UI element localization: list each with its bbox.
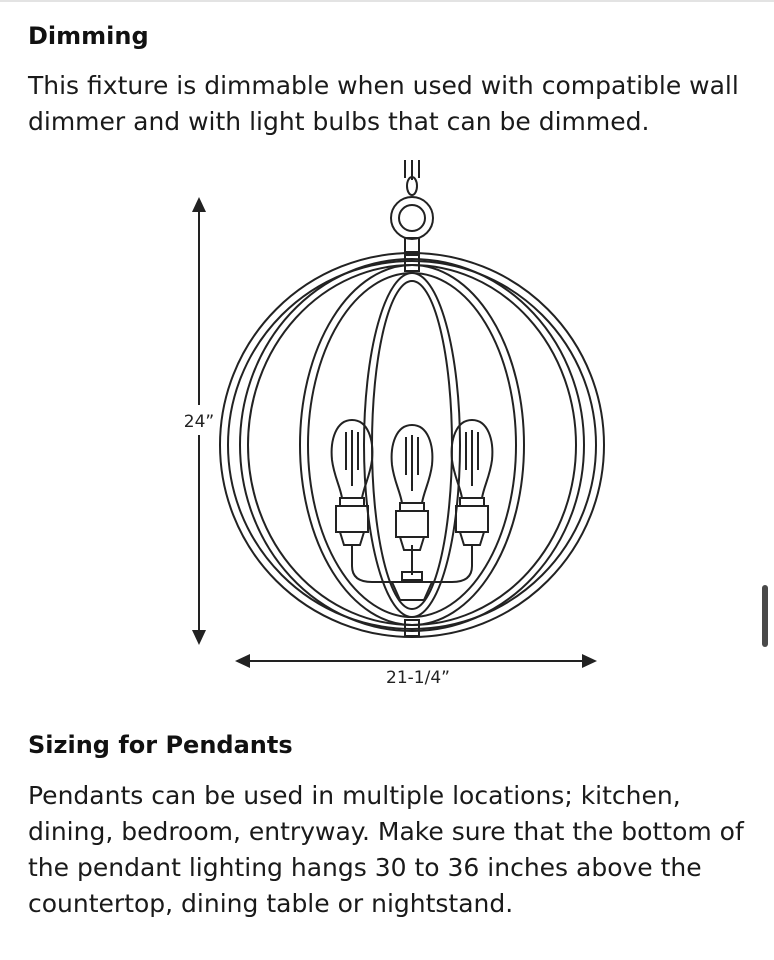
bulb-center	[392, 425, 433, 550]
height-label: 24”	[183, 412, 215, 432]
bulb-left	[332, 420, 373, 545]
hanging-loop	[391, 197, 433, 252]
chain	[405, 160, 419, 195]
dimming-heading: Dimming	[28, 22, 149, 50]
top-hub	[405, 255, 419, 271]
sizing-description: Pendants can be used in multiple locations; kitchen, dining, bedroom, entryway. Make sure that the bottom of the pendant lighting hangs 30 to 36 inches above the countertop, dining table or nightstand.	[28, 781, 744, 918]
scrollbar-thumb[interactable]	[762, 585, 768, 647]
sizing-heading: Sizing for Pendants	[28, 731, 293, 759]
dimming-description: This fixture is dimmable when used with compatible wall dimmer and with light bulbs that can be dimmed.	[28, 71, 739, 136]
width-dimension	[235, 654, 597, 668]
bulb-right	[452, 420, 493, 545]
width-label: 21-1/4”	[386, 668, 450, 688]
candle-arms	[352, 545, 472, 600]
top-divider	[0, 0, 774, 2]
pendant-dimension-diagram	[0, 150, 774, 700]
